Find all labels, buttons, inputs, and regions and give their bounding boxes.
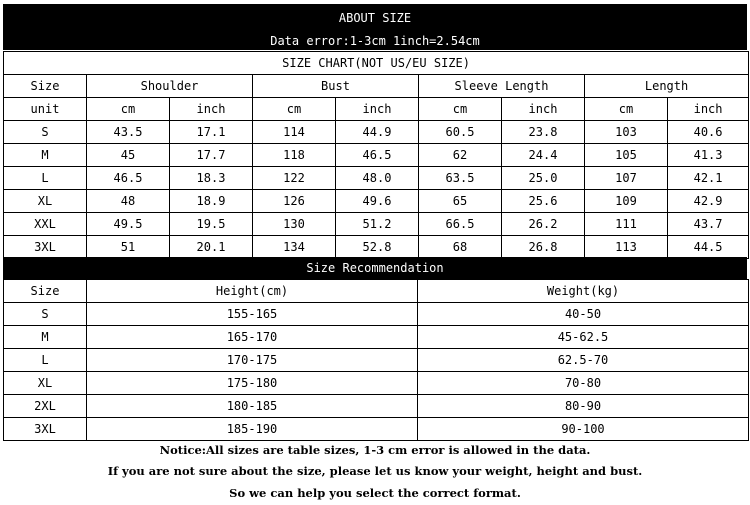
size-chart-row (4, 190, 749, 213)
measurement-cell: 46.5 (87, 167, 170, 190)
measurement-cell: 126 (253, 190, 336, 213)
measurement-cell: 26.2 (502, 213, 585, 236)
size-recommendation-table (3, 279, 749, 441)
header-error-note: Data error:1-3cm 1inch=2.54cm (270, 34, 480, 48)
unit-cell: inch (502, 98, 585, 121)
reco-size-cell: M (4, 326, 87, 349)
measurement-cell: 40.6 (668, 121, 749, 144)
measurement-cell: 48 (87, 190, 170, 213)
unit-cell: cm (253, 98, 336, 121)
measurement-cell: 105 (585, 144, 668, 167)
header-title: ABOUT SIZE (338, 11, 412, 25)
unit-cell: cm (419, 98, 502, 121)
reco-size-cell: 2XL (4, 395, 87, 418)
reco-height-cell: 185-190 (87, 418, 418, 441)
unit-cell: inch (170, 98, 253, 121)
unit-cell: cm (87, 98, 170, 121)
reco-weight-cell: 40-50 (418, 303, 749, 326)
measurement-cell: 51 (87, 236, 170, 259)
unit-cell: cm (585, 98, 668, 121)
measurement-cell: 25.0 (502, 167, 585, 190)
measurement-cell: 130 (253, 213, 336, 236)
unit-cell: unit (4, 98, 87, 121)
size-chart-table (3, 51, 749, 259)
measurement-cell: 45 (87, 144, 170, 167)
about-size-header (3, 4, 747, 50)
size-chart-row (4, 121, 749, 144)
group-header: Size (4, 75, 87, 98)
size-label-cell: XL (4, 190, 87, 213)
measurement-cell: 43.5 (87, 121, 170, 144)
size-recommendation-title: Size Recommendation (3, 257, 747, 279)
reco-height-cell: 165-170 (87, 326, 418, 349)
notice-line-3: So we can help you select the correct format. (229, 486, 521, 500)
reco-height-cell: 170-175 (87, 349, 418, 372)
measurement-cell: 26.8 (502, 236, 585, 259)
reco-header: Size (4, 280, 87, 303)
measurement-cell: 52.8 (336, 236, 419, 259)
measurement-cell: 42.9 (668, 190, 749, 213)
reco-height-cell: 155-165 (87, 303, 418, 326)
reco-row (4, 303, 749, 326)
reco-header-row (4, 280, 749, 303)
reco-size-cell: L (4, 349, 87, 372)
measurement-cell: 68 (419, 236, 502, 259)
group-header: Length (585, 75, 749, 98)
reco-header: Weight(kg) (418, 280, 749, 303)
unit-cell: inch (668, 98, 749, 121)
measurement-cell: 113 (585, 236, 668, 259)
measurement-cell: 23.8 (502, 121, 585, 144)
measurement-cell: 111 (585, 213, 668, 236)
measurement-cell: 25.6 (502, 190, 585, 213)
measurement-cell: 60.5 (419, 121, 502, 144)
size-label-cell: L (4, 167, 87, 190)
size-chart-row (4, 144, 749, 167)
reco-weight-cell: 90-100 (418, 418, 749, 441)
measurement-cell: 63.5 (419, 167, 502, 190)
size-chart-unit-row (4, 98, 749, 121)
reco-header: Height(cm) (87, 280, 418, 303)
size-label-cell: 3XL (4, 236, 87, 259)
reco-size-cell: S (4, 303, 87, 326)
size-chart-title: SIZE CHART(NOT US/EU SIZE) (4, 52, 749, 75)
measurement-cell: 118 (253, 144, 336, 167)
size-label-cell: M (4, 144, 87, 167)
group-header: Shoulder (87, 75, 253, 98)
reco-height-cell: 180-185 (87, 395, 418, 418)
measurement-cell: 103 (585, 121, 668, 144)
measurement-cell: 49.6 (336, 190, 419, 213)
measurement-cell: 48.0 (336, 167, 419, 190)
measurement-cell: 51.2 (336, 213, 419, 236)
measurement-cell: 46.5 (336, 144, 419, 167)
reco-weight-cell: 45-62.5 (418, 326, 749, 349)
measurement-cell: 65 (419, 190, 502, 213)
size-chart-row (4, 213, 749, 236)
notice-line-2: If you are not sure about the size, please let us know your weight, height and bust. (107, 464, 643, 478)
reco-weight-cell: 70-80 (418, 372, 749, 395)
unit-cell: inch (336, 98, 419, 121)
measurement-cell: 42.1 (668, 167, 749, 190)
measurement-cell: 134 (253, 236, 336, 259)
reco-size-cell: XL (4, 372, 87, 395)
size-chart-row (4, 167, 749, 190)
size-chart-group-header-row (4, 75, 749, 98)
measurement-cell: 41.3 (668, 144, 749, 167)
measurement-cell: 66.5 (419, 213, 502, 236)
reco-row (4, 395, 749, 418)
measurement-cell: 43.7 (668, 213, 749, 236)
reco-height-cell: 175-180 (87, 372, 418, 395)
measurement-cell: 20.1 (170, 236, 253, 259)
reco-row (4, 349, 749, 372)
reco-weight-cell: 62.5-70 (418, 349, 749, 372)
reco-weight-cell: 80-90 (418, 395, 749, 418)
size-label-cell: S (4, 121, 87, 144)
measurement-cell: 18.9 (170, 190, 253, 213)
reco-row (4, 418, 749, 441)
measurement-cell: 114 (253, 121, 336, 144)
measurement-cell: 44.5 (668, 236, 749, 259)
size-label-cell: XXL (4, 213, 87, 236)
measurement-cell: 44.9 (336, 121, 419, 144)
size-chart-row (4, 236, 749, 259)
reco-size-cell: 3XL (4, 418, 87, 441)
notice-line-1: Notice:All sizes are table sizes, 1-3 cm error is allowed in the data. (159, 443, 591, 457)
measurement-cell: 62 (419, 144, 502, 167)
group-header: Bust (253, 75, 419, 98)
measurement-cell: 18.3 (170, 167, 253, 190)
measurement-cell: 24.4 (502, 144, 585, 167)
measurement-cell: 122 (253, 167, 336, 190)
measurement-cell: 49.5 (87, 213, 170, 236)
measurement-cell: 19.5 (170, 213, 253, 236)
reco-row (4, 372, 749, 395)
group-header: Sleeve Length (419, 75, 585, 98)
measurement-cell: 107 (585, 167, 668, 190)
measurement-cell: 17.1 (170, 121, 253, 144)
reco-row (4, 326, 749, 349)
measurement-cell: 109 (585, 190, 668, 213)
measurement-cell: 17.7 (170, 144, 253, 167)
